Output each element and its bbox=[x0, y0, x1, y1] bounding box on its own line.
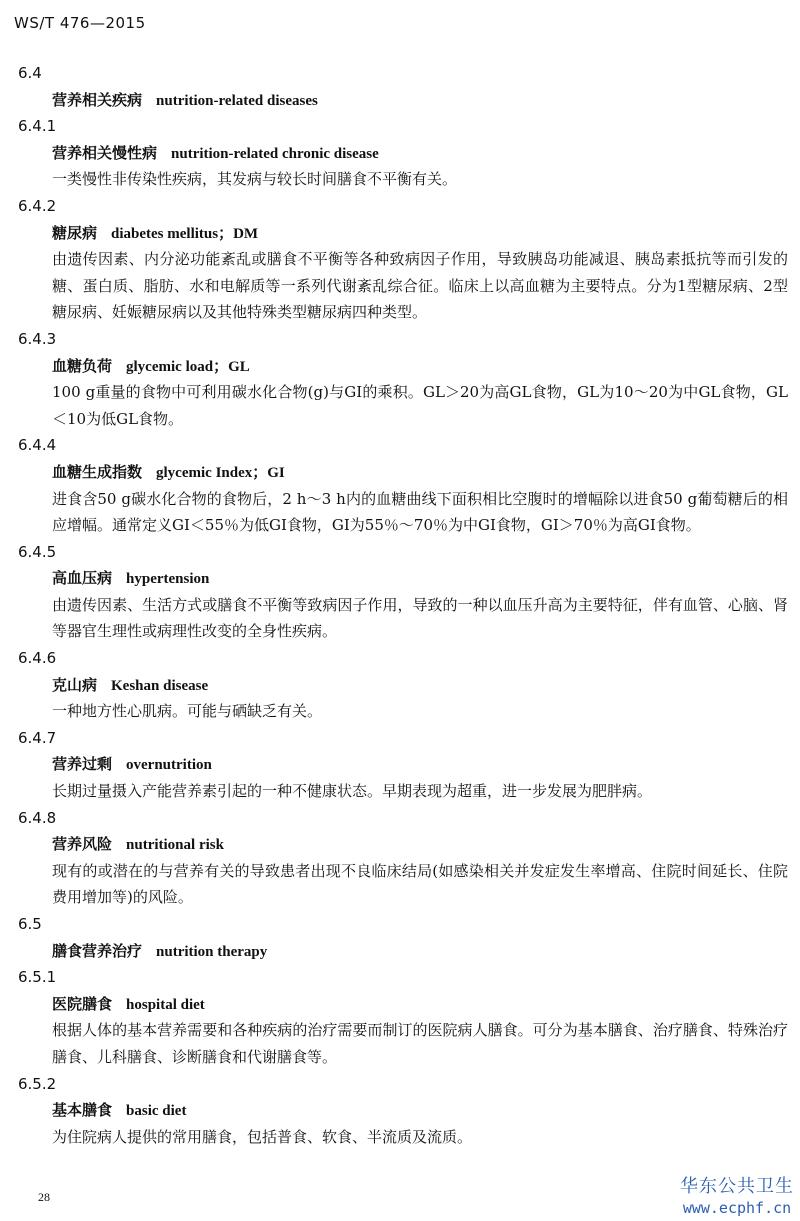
term-english: hospital diet bbox=[126, 996, 205, 1013]
watermark-name: 华东公共卫生 bbox=[680, 1176, 794, 1197]
term-heading bbox=[18, 220, 788, 247]
term-chinese: 高血压病 bbox=[52, 569, 113, 588]
term-heading bbox=[18, 87, 788, 114]
term-entry bbox=[18, 805, 788, 911]
terms-list bbox=[18, 60, 788, 1150]
term-english: Keshan disease bbox=[111, 677, 209, 694]
clause-number: 6.4.4 bbox=[18, 436, 57, 455]
term-definition bbox=[18, 1017, 788, 1070]
term-definition bbox=[18, 858, 788, 911]
term-heading bbox=[18, 991, 788, 1018]
term-chinese: 血糖生成指数 bbox=[52, 462, 143, 481]
term-chinese: 血糖负荷 bbox=[52, 356, 113, 375]
term-entry bbox=[18, 539, 788, 645]
term-definition bbox=[18, 698, 788, 725]
term-definition bbox=[18, 379, 788, 432]
standard-code-header: WS/T 476—2015 bbox=[14, 14, 146, 32]
term-entry bbox=[18, 1071, 788, 1151]
term-english: nutrition-related chronic disease bbox=[171, 145, 379, 162]
term-heading bbox=[18, 1097, 788, 1124]
term-entry bbox=[18, 113, 788, 193]
term-heading bbox=[18, 459, 788, 486]
term-definition bbox=[18, 246, 788, 326]
clause-number: 6.5.2 bbox=[18, 1074, 57, 1093]
term-definition bbox=[18, 166, 788, 193]
definition-text: 长期过量摄入产能营养素引起的一种不健康状态。早期表现为超重，进一步发展为肥胖病。 bbox=[52, 782, 653, 801]
clause-number: 6.4.2 bbox=[18, 196, 57, 215]
term-entry bbox=[18, 911, 788, 964]
term-chinese: 营养相关疾病 bbox=[52, 90, 143, 109]
term-english: glycemic load；GL bbox=[126, 358, 250, 375]
term-entry bbox=[18, 645, 788, 725]
term-chinese: 糖尿病 bbox=[52, 223, 98, 242]
term-definition bbox=[18, 778, 788, 805]
definition-text: 100 g重量的食物中可利用碳水化合物(g)与GI的乘积。GL＞20为高GL食物，GL为10～20为中GL食物，GL＜10为低GL食物。 bbox=[52, 383, 788, 428]
definition-text: 一种地方性心肌病。可能与硒缺乏有关。 bbox=[52, 702, 323, 721]
watermark bbox=[680, 1176, 794, 1218]
term-entry bbox=[18, 193, 788, 326]
clause-number: 6.5.1 bbox=[18, 968, 57, 987]
term-english: hypertension bbox=[126, 571, 210, 588]
term-english: nutritional risk bbox=[126, 837, 224, 854]
term-definition bbox=[18, 486, 788, 539]
term-english: nutrition therapy bbox=[156, 943, 268, 960]
term-chinese: 营养相关慢性病 bbox=[52, 143, 158, 162]
term-heading bbox=[18, 140, 788, 167]
term-heading bbox=[18, 353, 788, 380]
definition-text: 一类慢性非传染性疾病，其发病与较长时间膳食不平衡有关。 bbox=[52, 170, 458, 189]
term-english: nutrition-related diseases bbox=[156, 92, 318, 109]
page-number: 28 bbox=[38, 1190, 50, 1204]
term-chinese: 医院膳食 bbox=[52, 994, 113, 1013]
term-chinese: 基本膳食 bbox=[52, 1101, 113, 1120]
term-chinese: 克山病 bbox=[52, 675, 98, 694]
definition-text: 根据人体的基本营养需要和各种疾病的治疗需要而制订的医院病人膳食。可分为基本膳食、治疗膳食、特殊治疗膳食、儿科膳食、诊断膳食和代谢膳食等。 bbox=[52, 1021, 788, 1066]
term-heading bbox=[18, 938, 788, 965]
term-heading bbox=[18, 565, 788, 592]
term-chinese: 营养过剩 bbox=[52, 755, 113, 774]
clause-number: 6.4.6 bbox=[18, 649, 57, 668]
clause-number: 6.4.1 bbox=[18, 117, 57, 136]
clause-number: 6.4.5 bbox=[18, 542, 57, 561]
definition-text: 进食含50 g碳水化合物的食物后，2 h～3 h内的血糖曲线下面积相比空腹时的增幅除以进食50 g葡萄糖后的相应增幅。通常定义GI＜55％为低GI食物，GI为55％～70％为中GI食物，GI＞70％为高GI食物。 bbox=[52, 489, 788, 535]
definition-text: 由遗传因素、生活方式或膳食不平衡等致病因子作用，导致的一种以血压升高为主要特征，伴有血管、心脑、肾等器官生理性或病理性改变的全身性疾病。 bbox=[52, 595, 788, 641]
term-heading bbox=[18, 672, 788, 699]
term-english: diabetes mellitus；DM bbox=[111, 225, 259, 242]
clause-number: 6.4.7 bbox=[18, 728, 57, 747]
definition-text: 由遗传因素、内分泌功能紊乱或膳食不平衡等各种致病因子作用，导致胰岛功能减退、胰岛素抵抗等而引发的糖、蛋白质、脂肪、水和电解质等一系列代谢紊乱综合征。临床上以高血糖为主要特点。分为1型糖尿病、2型糖尿病、妊娠糖尿病以及其他特殊类型糖尿病四种类型。 bbox=[52, 250, 788, 322]
term-chinese: 膳食营养治疗 bbox=[52, 941, 143, 960]
term-entry bbox=[18, 60, 788, 113]
clause-number: 6.4.8 bbox=[18, 808, 57, 827]
term-entry bbox=[18, 964, 788, 1070]
definition-text: 为住院病人提供的常用膳食，包括普食、软食、半流质及流质。 bbox=[52, 1127, 473, 1146]
clause-number: 6.4 bbox=[18, 64, 42, 82]
term-english: overnutrition bbox=[126, 757, 212, 774]
term-definition bbox=[18, 1124, 788, 1151]
clause-number: 6.4.3 bbox=[18, 329, 57, 348]
term-entry bbox=[18, 432, 788, 538]
term-heading bbox=[18, 831, 788, 858]
term-entry bbox=[18, 725, 788, 805]
clause-number: 6.5 bbox=[18, 915, 42, 933]
term-chinese: 营养风险 bbox=[52, 835, 113, 854]
term-english: glycemic Index；GI bbox=[156, 464, 285, 481]
term-entry bbox=[18, 326, 788, 432]
term-definition bbox=[18, 592, 788, 645]
watermark-url[interactable]: www.ecphf.cn bbox=[682, 1199, 792, 1217]
definition-text: 现有的或潜在的与营养有关的导致患者出现不良临床结局(如感染相关并发症发生率增高、住院时间延长、住院费用增加等)的风险。 bbox=[52, 861, 788, 907]
term-english: basic diet bbox=[126, 1103, 187, 1120]
term-heading bbox=[18, 751, 788, 778]
